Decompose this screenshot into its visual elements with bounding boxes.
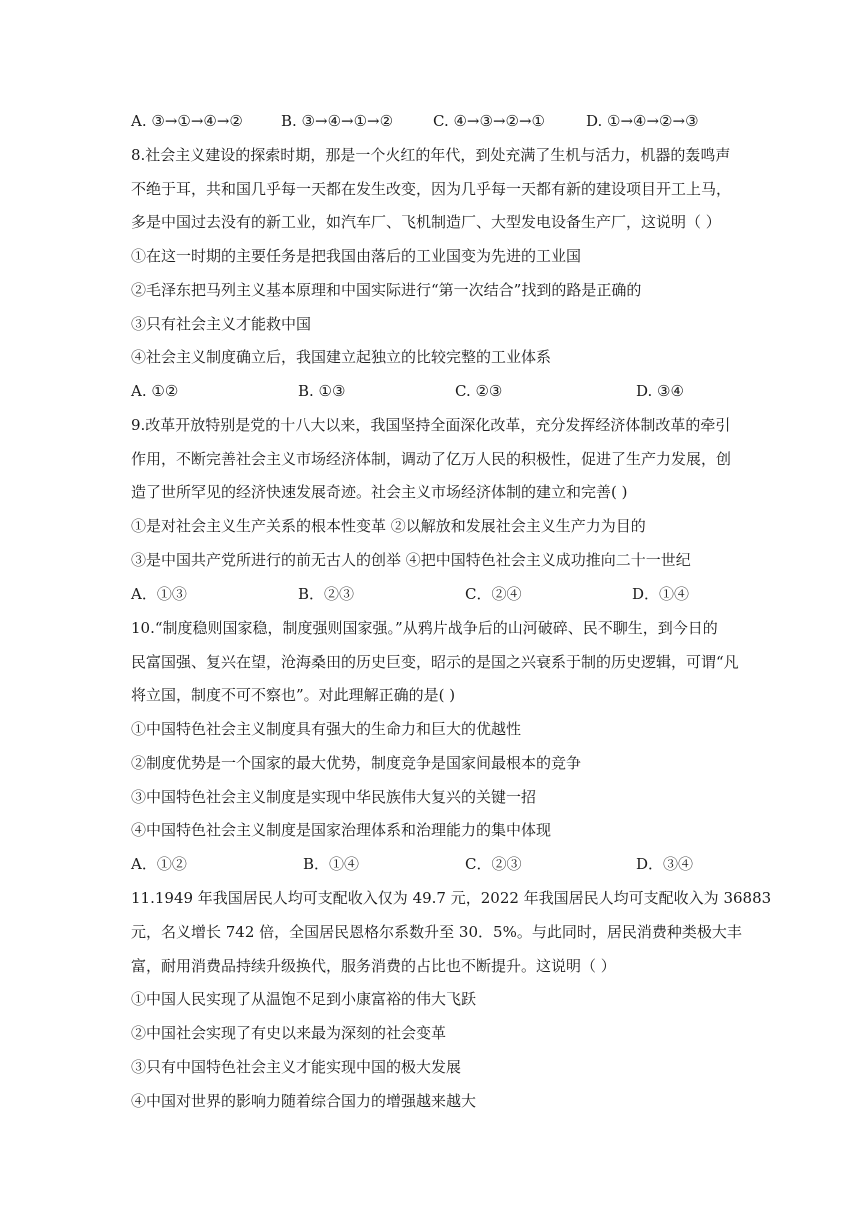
question-stem-line: 10.“制度稳则国家稳，制度强则国家强。”从鸦片战争后的山河破碎、民不聊生，到今日的 <box>131 619 718 637</box>
statement-item: ②制度优势是一个国家的最大优势，制度竞争是国家间最根本的竞争 <box>131 754 582 772</box>
statement-item: ④中国特色社会主义制度是国家治理体系和治理能力的集中体现 <box>131 821 552 839</box>
option-c: C. ④→③→②→① <box>433 112 545 130</box>
statement-item: ④社会主义制度确立后，我国建立起独立的比较完整的工业体系 <box>131 348 552 366</box>
question-stem-line: 作用，不断完善社会主义市场经济体制，调动了亿万人民的积极性，促进了生产力发展，创 <box>131 450 732 468</box>
question-stem-line: 富，耐用消费品持续升级换代，服务消费的占比也不断提升。这说明（ ） <box>131 957 616 975</box>
option-d: D. ①→④→②→③ <box>586 112 699 130</box>
statement-item: ③只有中国特色社会主义才能实现中国的极大发展 <box>131 1058 462 1076</box>
question-stem-line: 民富国强、复兴在望，沧海桑田的历史巨变，昭示的是国之兴衰系于制的历史逻辑，可谓“凡 <box>131 653 739 671</box>
option-d: D．③④ <box>636 855 694 873</box>
option-b: B．①④ <box>303 855 360 873</box>
option-b: B. ①③ <box>298 382 346 400</box>
question-stem-line: 11.1949 年我国居民人均可支配收入仅为 49.7 元，2022 年我国居民人均可支配收入为 36883 <box>131 889 772 907</box>
option-a: A．①③ <box>131 585 187 603</box>
statement-item: ②毛泽东把马列主义基本原理和中国实际进行“第一次结合”找到的路是正确的 <box>131 281 642 299</box>
option-a: A．①② <box>131 855 187 873</box>
question-stem-line: 元，名义增长 742 倍，全国居民恩格尔系数升至 30．5%。与此同时，居民消费种类极大丰 <box>131 923 742 941</box>
statement-item: ①中国人民实现了从温饱不足到小康富裕的伟大飞跃 <box>131 990 477 1008</box>
answer-options <box>131 853 731 875</box>
option-b: B. ③→④→①→② <box>281 112 394 130</box>
statement-item: ①是对社会主义生产关系的根本性变革 ②以解放和发展社会主义生产力为目的 <box>131 517 646 535</box>
prev-question-options <box>131 110 731 132</box>
option-b: B．②③ <box>298 585 355 603</box>
question-stem-line: 9.改革开放特别是党的十八大以来，我国坚持全面深化改革，充分发挥经济体制改革的牵引 <box>131 416 731 434</box>
option-a: A. ①② <box>131 382 179 400</box>
option-d: D．①④ <box>632 585 690 603</box>
statement-item: ①中国特色社会主义制度具有强大的生命力和巨大的优越性 <box>131 720 522 738</box>
statement-item: ③是中国共产党所进行的前无古人的创举 ④把中国特色社会主义成功推向二十一世纪 <box>131 551 691 569</box>
statement-item: ③只有社会主义才能救中国 <box>131 315 312 333</box>
statement-item: ②中国社会实现了有史以来最为深刻的社会变革 <box>131 1024 447 1042</box>
question-stem-line: 造了世所罕见的经济快速发展奇迹。社会主义市场经济体制的建立和完善( ) <box>131 483 628 501</box>
statement-item: ④中国对世界的影响力随着综合国力的增强越来越大 <box>131 1092 477 1110</box>
option-d: D. ③④ <box>636 382 684 400</box>
question-stem-line: 不绝于耳，共和国几乎每一天都在发生改变，因为几乎每一天都有新的建设项目开工上马， <box>131 180 732 198</box>
answer-options <box>131 583 731 605</box>
question-stem-line: 将立国，制度不可不察也”。对此理解正确的是( ) <box>131 686 456 704</box>
option-c: C．②④ <box>465 585 522 603</box>
option-c: C．②③ <box>465 855 522 873</box>
answer-options <box>131 380 731 402</box>
question-stem-line: 多是中国过去没有的新工业，如汽车厂、飞机制造厂、大型发电设备生产厂，这说明（ ） <box>131 213 721 231</box>
option-a: A. ③→①→④→② <box>131 112 243 130</box>
statement-item: ①在这一时期的主要任务是把我国由落后的工业国变为先进的工业国 <box>131 247 582 265</box>
question-stem-line: 8.社会主义建设的探索时期，那是一个火红的年代，到处充满了生机与活力，机器的轰鸣声 <box>131 146 731 164</box>
statement-item: ③中国特色社会主义制度是实现中华民族伟大复兴的关键一招 <box>131 788 537 806</box>
option-c: C. ②③ <box>455 382 503 400</box>
